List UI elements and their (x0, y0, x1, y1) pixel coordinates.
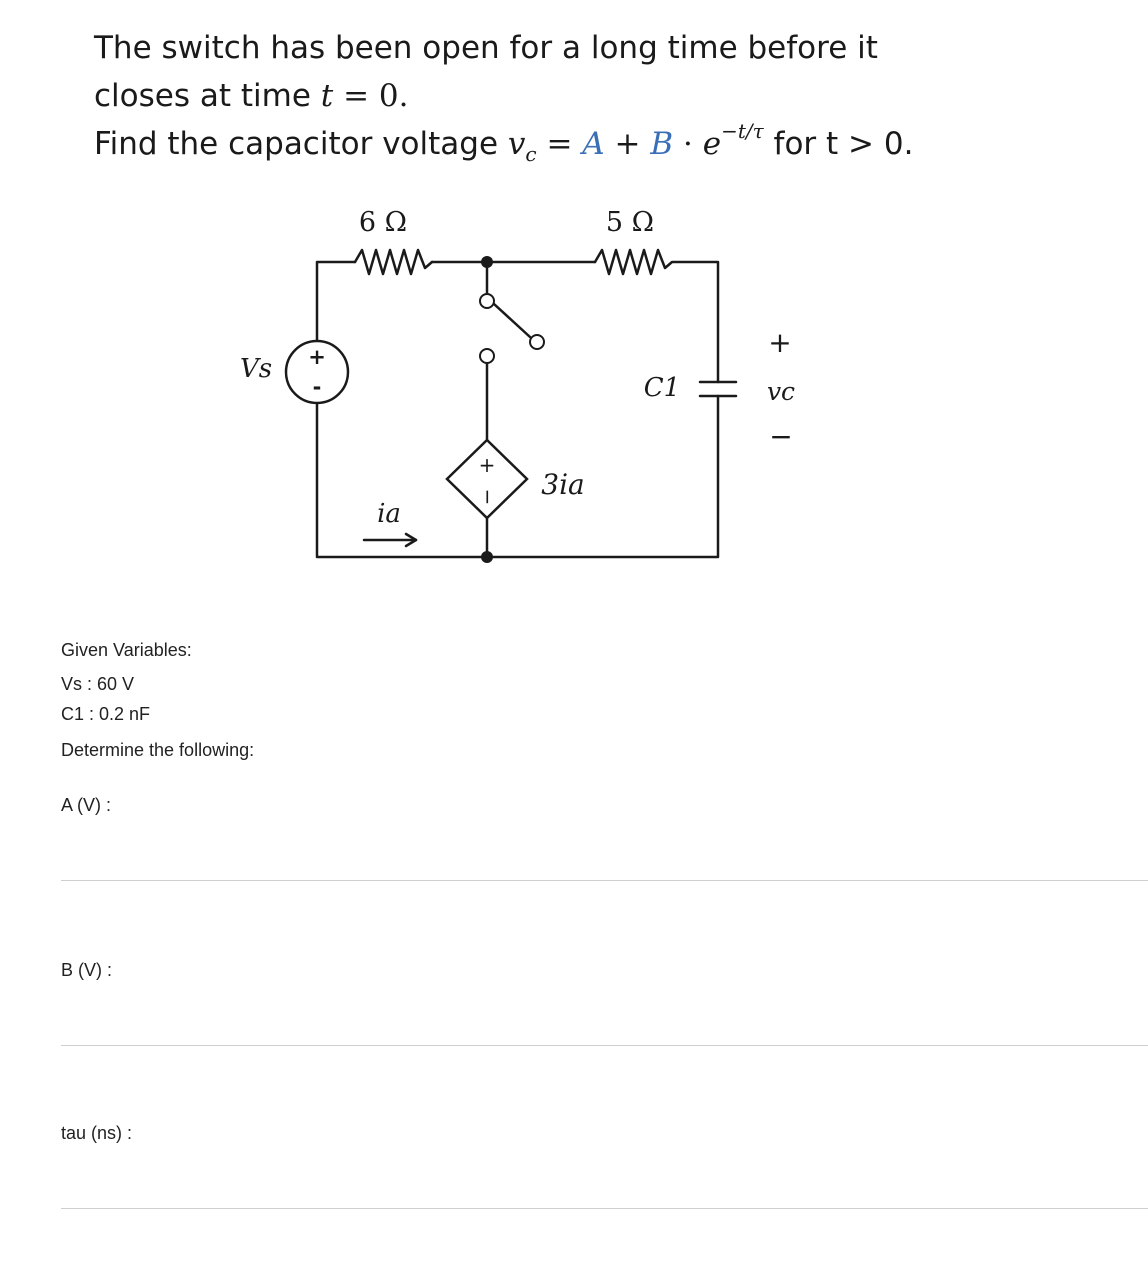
question-A-label: A (V) : (61, 795, 112, 815)
source-plus: + (308, 345, 326, 369)
switch-contact-top (480, 294, 494, 308)
answer-A-input[interactable] (61, 838, 1148, 880)
problem-text-3: Find the capacitor voltage (94, 126, 508, 162)
given-heading: Given Variables: (61, 640, 192, 660)
question-tau-label: tau (ns) : (61, 1123, 133, 1143)
dot-operator: · (673, 126, 703, 162)
dep-source-plus: + (478, 453, 496, 477)
determine-heading: Determine the following: (61, 740, 255, 760)
node-top (481, 256, 493, 268)
problem-line-3 (94, 120, 994, 178)
vc-minus: − (769, 420, 793, 453)
source-minus: - (312, 375, 322, 399)
answer-B-line (61, 1045, 1148, 1046)
A-symbol: A (582, 126, 605, 162)
switch-contact-right (530, 335, 544, 349)
current-label: ia (377, 499, 401, 529)
r2-label: 5 Ω (605, 207, 655, 238)
vc-symbol: v (507, 126, 526, 162)
question-B-label: B (V) : (61, 960, 113, 980)
time-equals-zero: = 0. (333, 78, 409, 114)
dep-source-label: 3ia (541, 468, 585, 501)
problem-line-1 (94, 24, 994, 72)
answer-A-line (61, 880, 1148, 881)
resistor-6-ohm (355, 250, 432, 274)
time-variable: t (320, 78, 334, 114)
problem-text-1: The switch has been open for a long time before it (94, 30, 878, 66)
answer-B-input[interactable] (61, 1003, 1148, 1045)
plus-sign: + (604, 126, 651, 162)
left-wire (317, 262, 355, 340)
resistor-5-ohm (595, 250, 718, 382)
e-symbol: e (702, 126, 722, 162)
equals-sign: = (536, 126, 583, 162)
problem-text-2: closes at time (94, 78, 321, 114)
vc-label: vc (766, 377, 796, 406)
source-label: Vs (239, 354, 273, 384)
exponent: −t/τ (721, 119, 764, 143)
dep-source-minus: − (476, 488, 500, 506)
problem-line-2 (94, 72, 994, 120)
given-vs: Vs : 60 V (61, 674, 135, 694)
answer-tau-input[interactable] (61, 1166, 1148, 1208)
switch-contact-bottom (480, 349, 494, 363)
vc-plus: + (768, 326, 792, 359)
switch-blade (494, 304, 530, 337)
problem-statement (94, 24, 994, 178)
capacitor-label: C1 (643, 373, 681, 403)
r1-label: 6 Ω (358, 207, 408, 238)
B-symbol: B (650, 126, 674, 162)
problem-suffix: for t > 0. (763, 126, 914, 162)
node-bottom (481, 551, 493, 563)
answer-tau-line (61, 1208, 1148, 1209)
circuit-diagram (0, 190, 1148, 580)
given-c1: C1 : 0.2 nF (61, 704, 151, 724)
dependent-source-diamond (447, 440, 527, 518)
vc-subscript: c (525, 142, 537, 167)
